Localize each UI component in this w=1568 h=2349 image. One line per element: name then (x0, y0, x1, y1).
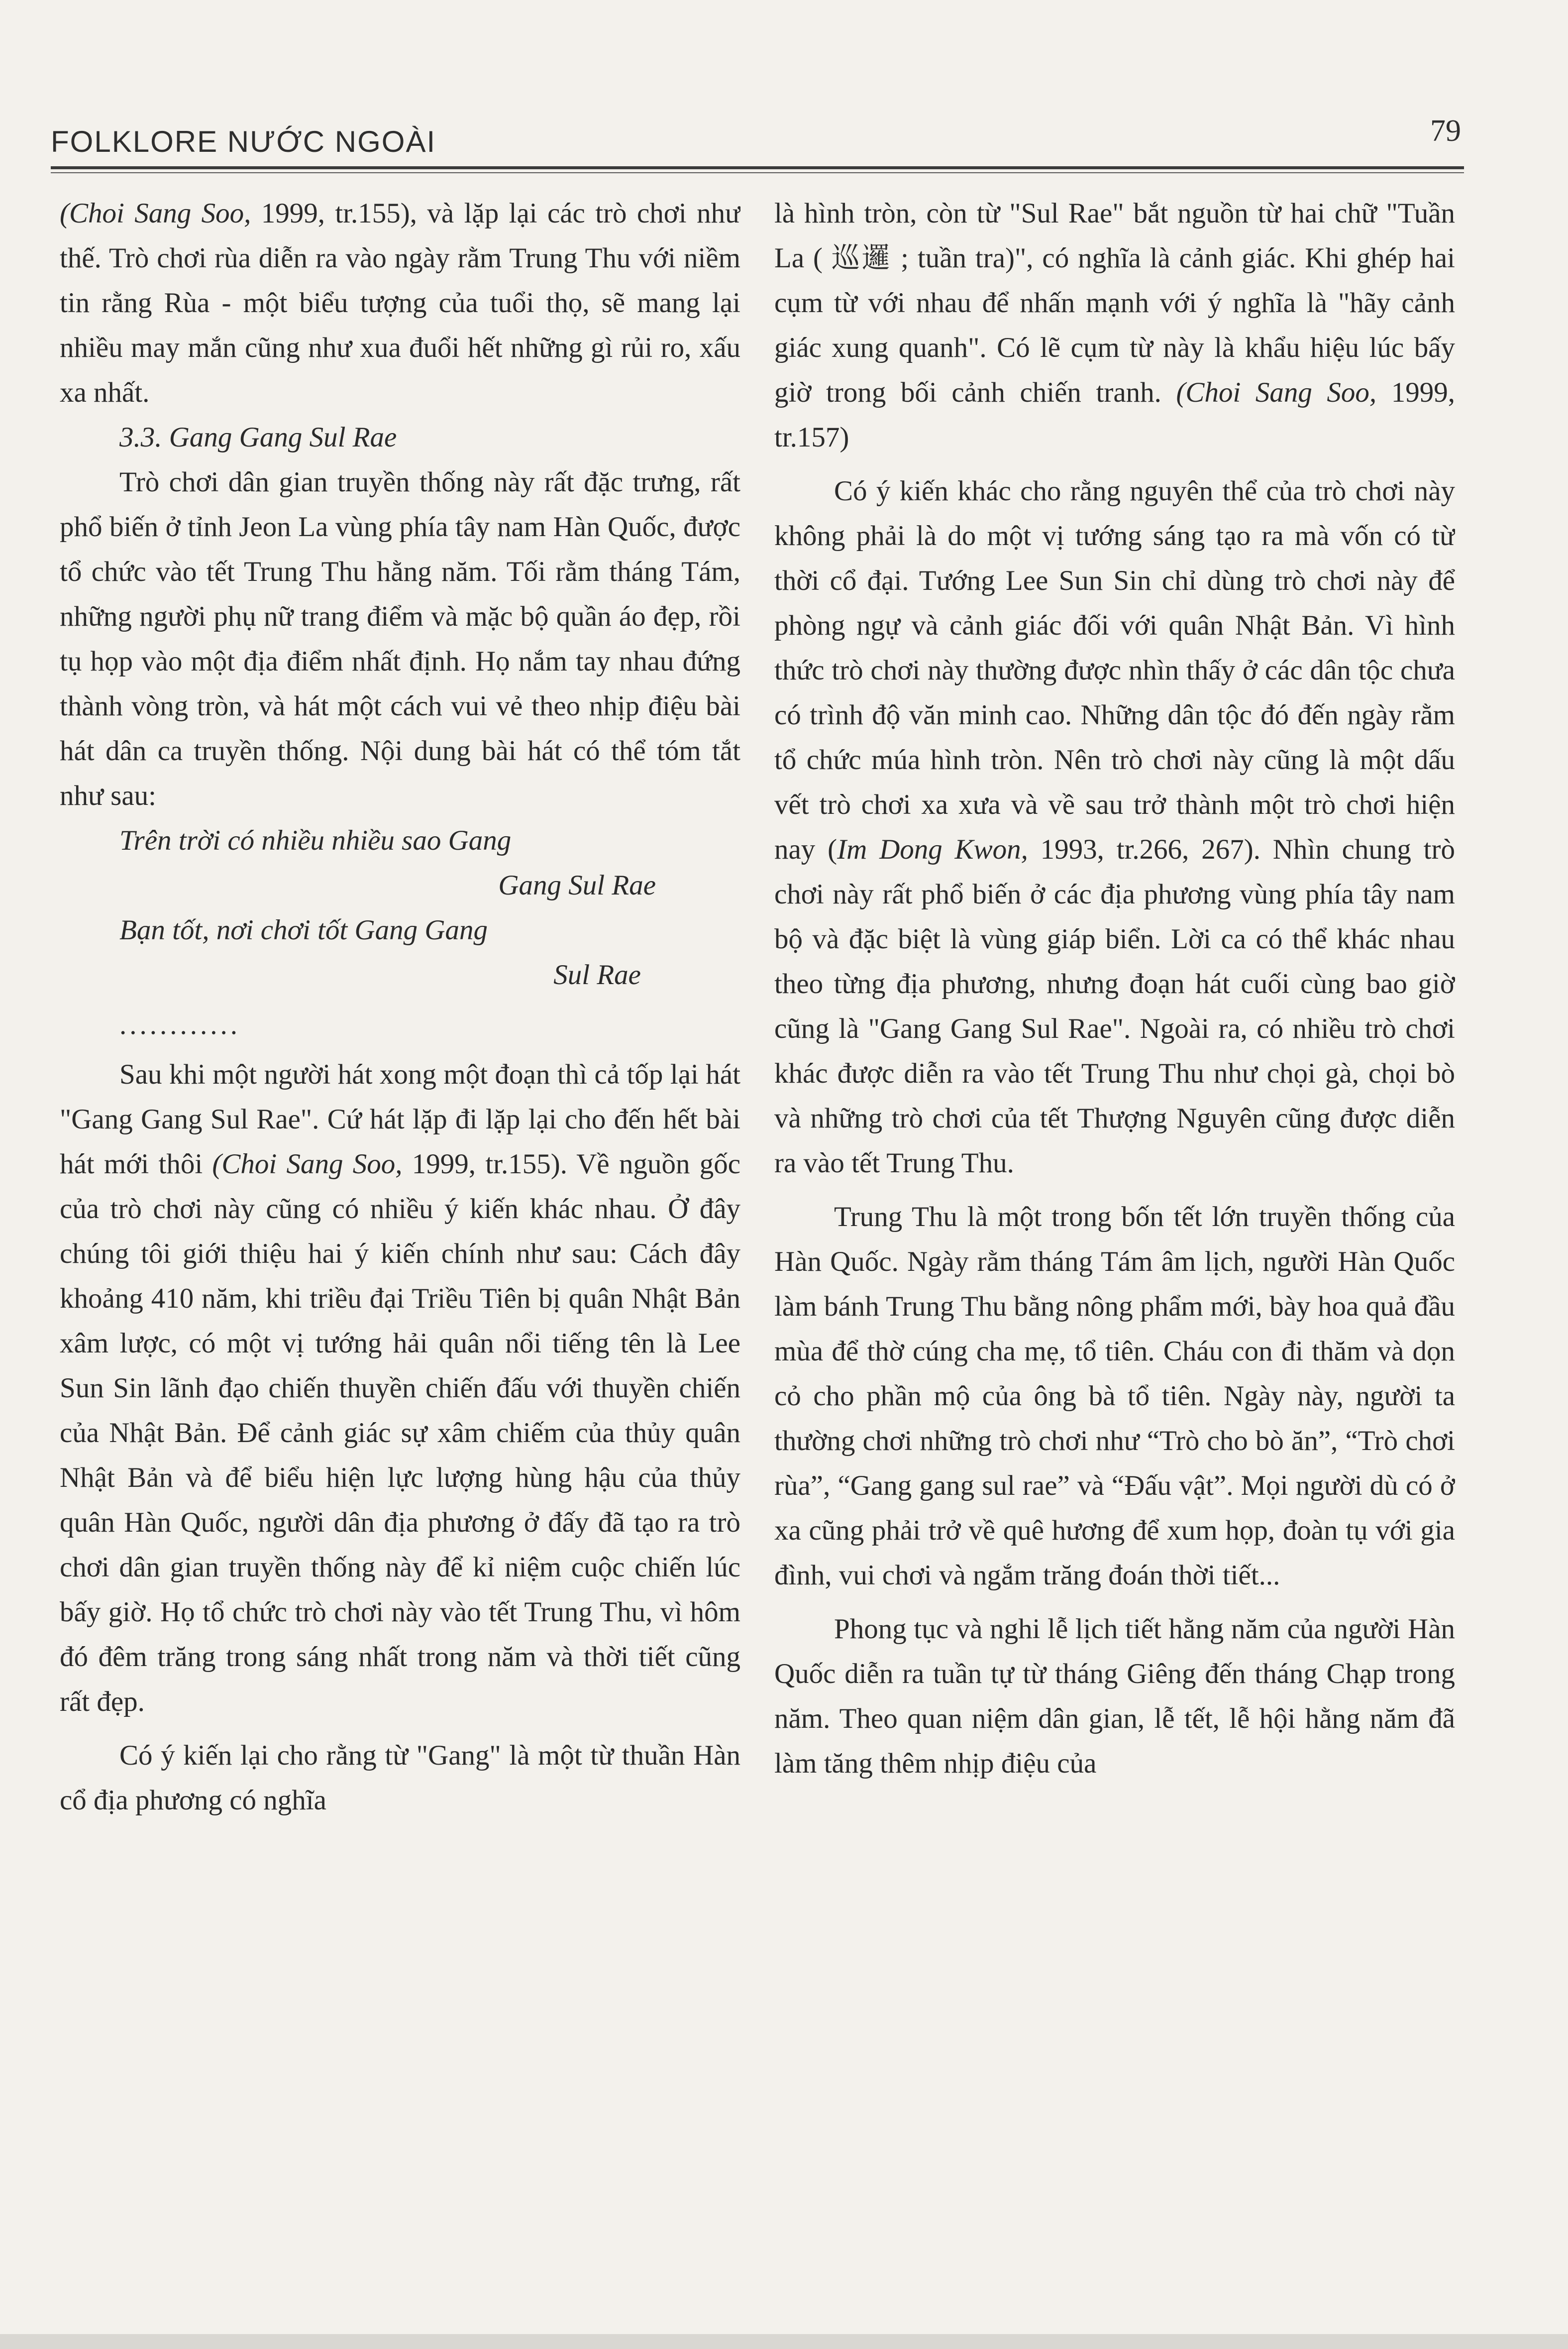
page-header (51, 113, 1464, 168)
lyric-line: Sul Rae (553, 959, 641, 991)
paragraph-text: ; tuần tra)", có nghĩa là cảnh giác. Khi ghép hai cụm từ với nhau để nhấn mạnh với ý nghĩa là "hãy cảnh giác xung quanh". Có lẽ cụm từ này là khẩu hiệu lúc bấy giờ trong bối cảnh chiến tranh. (774, 242, 1455, 408)
running-title: FOLKLORE NƯỚC NGOÀI (51, 125, 436, 158)
section-heading: 3.3. Gang Gang Sul Rae (119, 422, 397, 453)
paragraph: Trung Thu là một trong bốn tết lớn truyền thống của Hàn Quốc. Ngày rằm tháng Tám âm lịch, người Hàn Quốc làm bánh Trung Thu bằng nông phẩm mới, bày hoa quả đầu mùa để thờ cúng cha mẹ, tổ tiên. Cháu con đi thăm và dọn cỏ cho phần mộ của ông bà tổ tiên. Ngày này, người ta thường chơi những trò chơi như “Trò cho bò ăn”, “Trò chơi rùa”, “Gang gang sul rae” và “Đấu vật”. Mọi người dù có ở xa cũng phải trở về quê hương để xum họp, đoàn tụ với gia đình, vui chơi và ngắm trăng đoán thời tiết... (774, 1201, 1455, 1591)
paragraph: Phong tục và nghi lễ lịch tiết hằng năm của người Hàn Quốc diễn ra tuần tự từ tháng Giêng đến tháng Chạp trong năm. Theo quan niệm dân gian, lễ tết, lễ hội hằng năm đã làm tăng thêm nhịp điệu của (774, 1613, 1455, 1779)
paragraph-text: 1999, tr.155), và lặp lại các trò chơi như thế. Trò chơi rùa diễn ra vào ngày rằm Trung Thu với niềm tin rằng Rùa - một biểu tượng của tuổi thọ, sẽ mang lại nhiều may mắn cũng như xua đuổi hết những gì rủi ro, xấu xa nhất. (60, 198, 740, 408)
paragraph-text: Sau khi một người hát xong một đoạn thì cả tốp lại hát "Gang Gang Sul Rae". Cứ hát lặp đi lặp lại cho đến hết bài hát mới thôi (60, 1059, 740, 1180)
ellipsis-line: ............ (119, 1009, 240, 1040)
left-column (60, 191, 740, 2217)
lyric-line: Gang Sul Rae (498, 870, 656, 901)
hanzi-term: 巡邏 (831, 242, 892, 274)
paragraph-text: 1999, tr.157) (774, 377, 1455, 453)
paragraph-text: Có ý kiến khác cho rằng nguyên thể của trò chơi này không phải là do một vị tướng sáng tạo ra mà vốn có từ thời cổ đại. Tướng Lee Sun Sin chỉ dùng trò chơi này để phòng ngự và cảnh giác đối với quân Nhật Bản. Vì hình thức trò chơi này thường được nhìn thấy ở các dân tộc chưa có trình độ văn minh cao. Những dân tộc đó đến ngày rằm tổ chức múa hình tròn. Nên trò chơi này cũng là một dấu vết trò chơi xa xưa và về sau trở thành một trò chơi hiện nay ( (774, 475, 1455, 865)
scan-edge (0, 2334, 1568, 2349)
header-rule-thin (51, 172, 1464, 173)
paragraph: Trò chơi dân gian truyền thống này rất đặc trưng, rất phổ biến ở tỉnh Jeon La vùng phía tây nam Hàn Quốc, được tổ chức vào tết Trung Thu hằng năm. Tối rằm tháng Tám, những người phụ nữ trang điểm và mặc bộ quần áo đẹp, rồi tụ họp vào một địa điểm nhất định. Họ nắm tay nhau đứng thành vòng tròn, và hát một cách vui vẻ theo nhịp điệu bài hát dân ca truyền thống. Nội dung bài hát có thể tóm tắt như sau: (60, 466, 740, 811)
citation: (Choi Sang Soo, (60, 198, 251, 229)
lyric-line: Trên trời có nhiều nhiều sao Gang (119, 825, 512, 856)
paragraph (774, 469, 1455, 1186)
paragraph-text: 1993, tr.266, 267). Nhìn chung trò chơi này rất phổ biến ở các địa phương vùng phía tây nam bộ và đặc biệt là vùng giáp biển. Lời ca có thể khác nhau theo từng địa phương, nhưng đoạn hát cuối cùng bao giờ cũng là "Gang Gang Sul Rae". Ngoài ra, có nhiều trò chơi khác được diễn ra vào tết Trung Thu như chọi gà, chọi bò và những trò chơi của tết Thượng Nguyên cũng được diễn ra vào tết Trung Thu. (774, 834, 1455, 1179)
citation: (Choi Sang Soo, (1176, 377, 1377, 408)
citation: Im Dong Kwon, (837, 834, 1028, 865)
header-rule-thick (51, 166, 1464, 169)
paragraph (60, 191, 740, 415)
paragraph: Có ý kiến lại cho rằng từ "Gang" là một từ thuần Hàn cổ địa phương có nghĩa (60, 1740, 740, 1816)
paragraph-text: là hình tròn, còn từ "Sul Rae" bắt nguồn từ hai chữ "Tuần La ( (774, 198, 1455, 274)
page-number: 79 (1430, 114, 1461, 148)
song-lyrics (60, 818, 740, 998)
right-column (774, 191, 1455, 2217)
lyric-line: Bạn tốt, nơi chơi tốt Gang Gang (119, 914, 488, 946)
citation: (Choi Sang Soo, (212, 1148, 403, 1180)
paragraph (774, 191, 1455, 460)
paragraph (60, 1052, 740, 1724)
paragraph-text: 1999, tr.155). Về nguồn gốc của trò chơi này cũng có nhiều ý kiến khác nhau. Ở đây chúng tôi giới thiệu hai ý kiến chính như sau: Cách đây khoảng 410 năm, khi triều đại Triều Tiên bị quân Nhật Bản xâm lược, có một vị tướng hải quân nổi tiếng tên là Lee Sun Sin lãnh đạo chiến thuyền chiến đấu với thuyền chiến của Nhật Bản. Để cảnh giác sự xâm chiếm của thủy quân Nhật Bản và để biểu hiện lực lượng hùng hậu của thủy quân Hàn Quốc, người dân địa phương ở đấy đã tạo ra trò chơi dân gian truyền thống này để kỉ niệm cuộc chiến lúc bấy giờ. Họ tổ chức trò chơi này vào tết Trung Thu, vì hôm đó đêm trăng trong sáng nhất trong năm và thời tiết cũng rất đẹp. (60, 1148, 740, 1717)
